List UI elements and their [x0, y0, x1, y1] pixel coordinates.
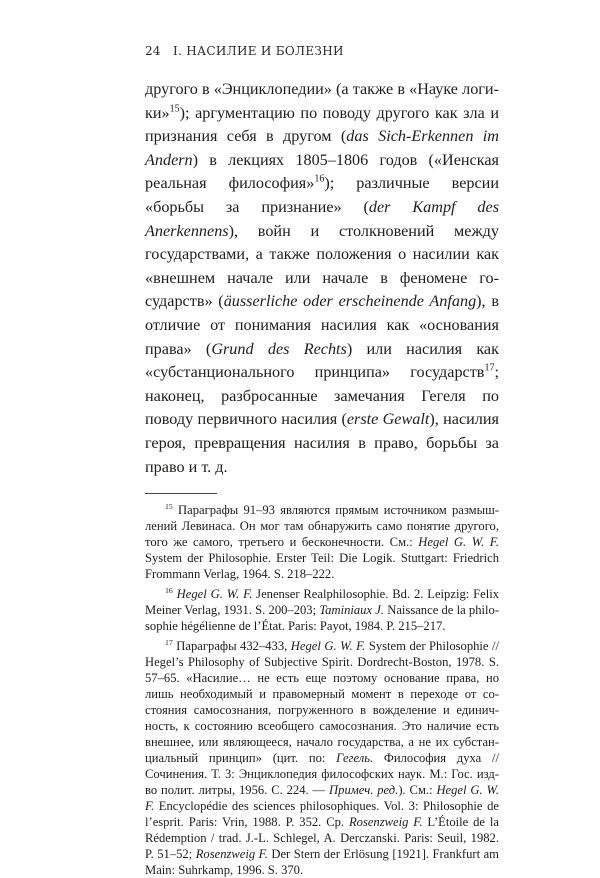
footnote-15: $^{15}$ Параграфы 91–93 являются прямым источником размышлений Левинаса. Он мог там обнаружить само понятие другого, того же самого, третьего и бесконечности. См.: Hegel G. W. F. System der Philosophie. Erster Teil: Die Logik. Stuttgart: Friedrich Frommann Verlag, 1964. S. 218–222.: [145, 501, 499, 582]
chapter-title: I. НАСИЛИЕ И БОЛЕЗНИ: [173, 44, 344, 58]
running-head: [145, 44, 499, 62]
page-number: 24: [145, 44, 161, 58]
footnote-17: $^{17}$ Параграфы 432–433, Hegel G. W. F. System der Philosophie // Hegel’s Philosophy of Subjective Spirit. Dordrecht-Boston, 1978. S. 57–65. «Насилие… не есть еще поэтому основание права, но лишь необходимый и правомерный момент в переходе от состояния самосознания, погруженного в вожделение и единичность, к состоянию всеобщего самосознания. Это наличие есть внешнее, или являющееся, начало государства, а не их субстанциальный принцип» (цит. по: Гегель. Философия духа // Сочинения. Т. 3: Энциклопедия философских наук. М.: Гос. изд-во полит. литры, 1956. С. 224. — Примеч. ред.). См.: Hegel G. W. F. Encyclopédie des sciences philosophiques. Vol. 3: Philosophie de l’esprit. Paris: Vrin, 1988. P. 352. Ср. Rosenzweig F. L’Étoile de la Rédemption / trad. J.-L. Schlegel, A. Derczanski. Paris: Seuil, 1982. P. 51–52; Rosenzweig F. Der Stern der Erlösung [1921]. Frankfurt am Main: Suhrkamp, 1996. S. 370.: [145, 637, 500, 878]
body-paragraph: другого в «Энциклопедии» (а также в «Науке логики»$^{15}$); аргументацию по поводу другого как зла и признания себя в другом (das Sich-Erkennen im Andern) в лекциях 1805–1806 годов («Иенская реальная философия»$^{16}$); различные версии «борьбы за признание» (der Kampf des Anerkennens), войн и столкновений между государствами, а также положения о насилии как «внешнем начале или начале в феномене государств» (äusserliche oder erscheinende Anfang), в отличие от понимания насилия как «основания права» (Grund des Rechts) или насилия как «субстанционального принципа» государств$^{17}$; наконец, разбросанные замечания Гегеля по поводу первичного насилия (erste Gewalt), насилия героя, превращения насилия в право, борьбы за право и т. д.: [145, 80, 500, 476]
footnotes: [145, 502, 499, 878]
main-text: [145, 78, 499, 479]
footnote-16: $^{16}$ Hegel G. W. F. Jenenser Realphilosophie. Bd. 2. Leipzig: Felix Meiner Verlag, 1931. S. 200–203; Taminiaux J. Naissance de la philosophie hégélienne de l’État. Paris: Payot, 1984. P. 215–217.: [145, 585, 500, 634]
footnote-separator: [145, 493, 217, 494]
